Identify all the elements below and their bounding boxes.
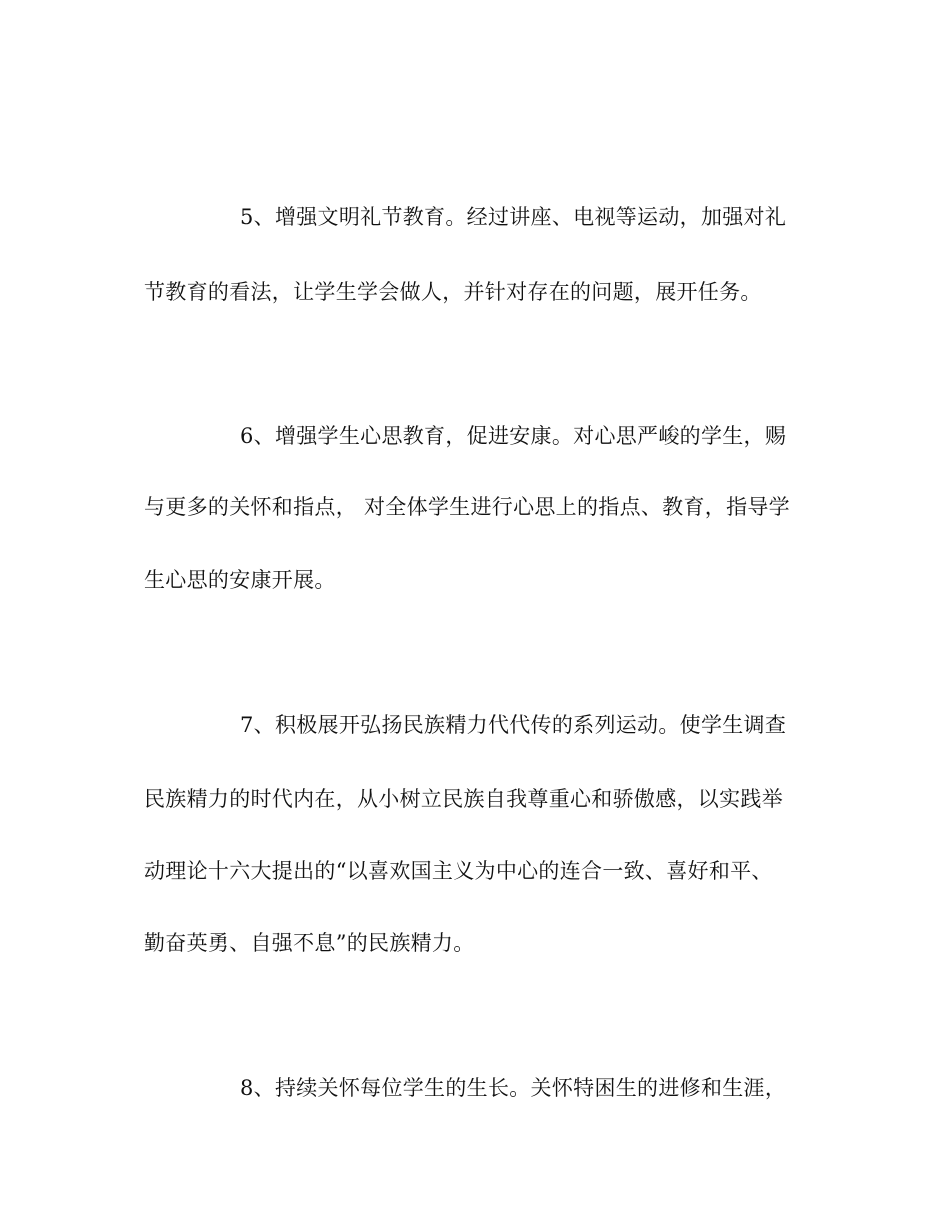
paragraph-line: 勤奋英勇、自强不息”的民族精力。	[144, 931, 475, 955]
paragraph-line: 生心思的安康开展。	[144, 568, 336, 592]
paragraph-line: 7、积极展开弘扬民族精力代代传的系列运动。使学生调查	[240, 713, 787, 737]
paragraph-line: 民族精力的时代内在，从小树立民族自我尊重心和骄傲感，以实践举	[144, 787, 783, 811]
paragraph-line: 6、增强学生心思教育，促进安康。对心思严峻的学生，赐	[240, 424, 787, 448]
paragraph-line: 8、持续关怀每位学生的生长。关怀特困生的进修和生涯，	[240, 1076, 787, 1100]
paragraph-line: 与更多的关怀和指点， 对全体学生进行心思上的指点、教育，指导学	[144, 495, 790, 519]
paragraph-line: 节教育的看法，让学生学会做人，并针对存在的问题，展开任务。	[144, 280, 762, 304]
paragraph-line: 5、增强文明礼节教育。经过讲座、电视等运动，加强对礼	[240, 205, 787, 229]
paragraph-line: 动理论十六大提出的“以喜欢国主义为中心的连合一致、喜好和平、	[144, 859, 773, 883]
